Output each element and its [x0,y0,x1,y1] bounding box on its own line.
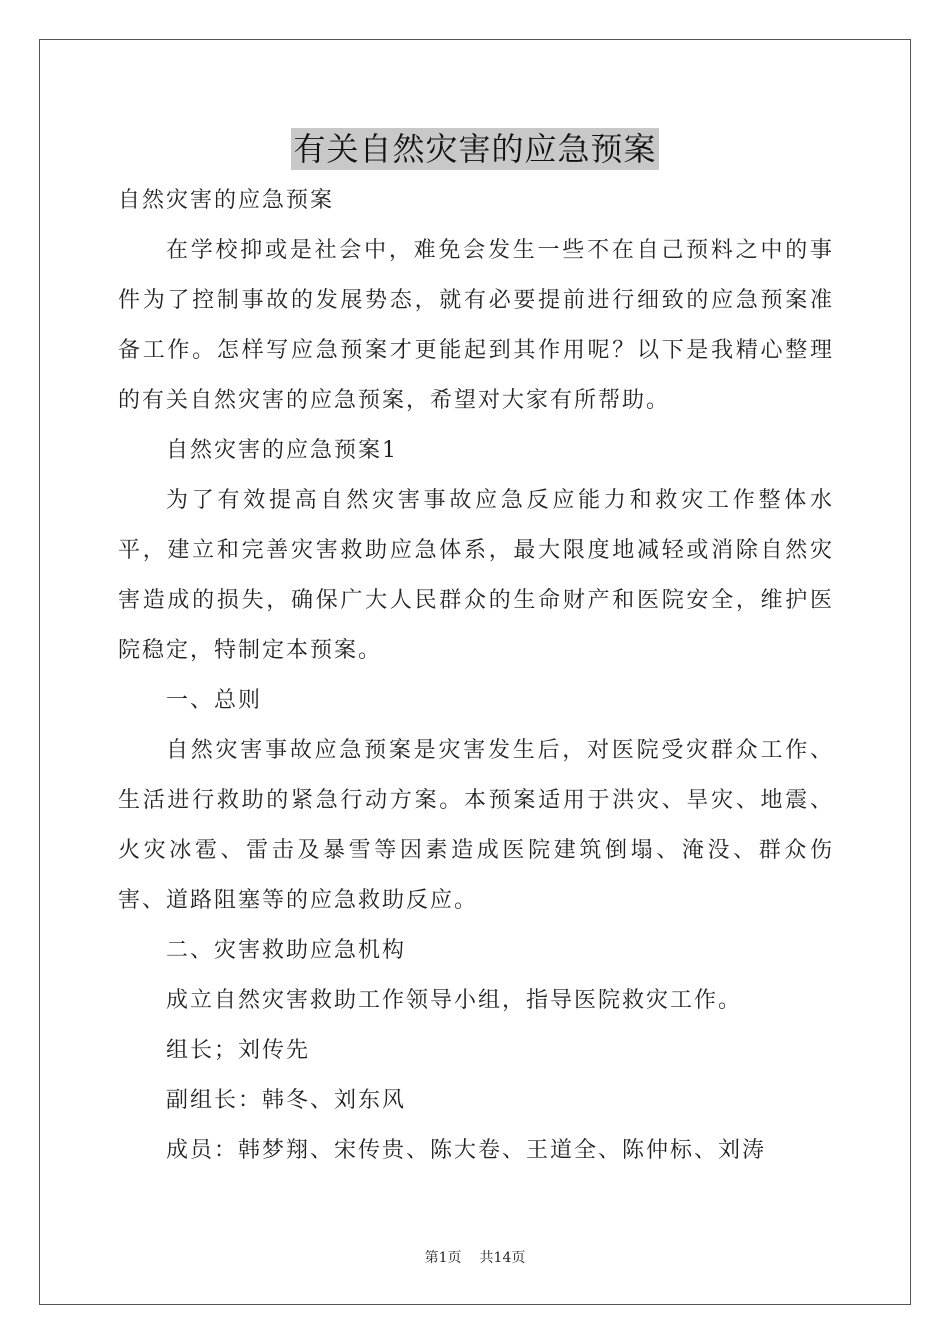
paragraph-general-body: 自然灾害事故应急预案是灾害发生后，对医院受灾群众工作、生活进行救助的紧急行动方案。本预案适用于洪灾、旱灾、地震、火灾冰雹、雷击及暴雪等因素造成医院建筑倒塌、淹没、群众伤害、道路阻塞等的应急救助反应。 [118,738,834,913]
paragraph-purpose: 为了有效提高自然灾害事故应急反应能力和救灾工作整体水平，建立和完善灾害救助应急体系，最大限度地减轻或消除自然灾害造成的损失，确保广大人民群众的生命财产和医院安全，维护医院稳定，特制定本预案。 [118,488,834,663]
paragraph-general-heading: 一、总则 [166,688,263,713]
paragraph-deputy-leader: 副组长：韩冬、刘东风 [166,1088,407,1113]
document-body [118,176,834,1176]
page-number: 第1页 [424,1250,462,1266]
paragraph-leader: 组长；刘传先 [166,1038,311,1063]
paragraph-members: 成员：韩梦翔、宋传贵、陈大卷、王道全、陈仲标、刘涛 [166,1138,767,1163]
page-total: 共14页 [479,1250,526,1266]
page-footer [0,1247,950,1267]
document-title: 有关自然灾害的应急预案 [293,130,657,168]
paragraph-subtitle: 自然灾害的应急预案 [118,188,335,213]
paragraph-agency-heading: 二、灾害救助应急机构 [166,938,407,963]
paragraph-section-heading: 自然灾害的应急预案1 [166,438,398,463]
title-wrap [0,128,950,170]
paragraph-agency-body: 成立自然灾害救助工作领导小组，指导医院救灾工作。 [166,988,743,1013]
paragraph-intro: 在学校抑或是社会中，难免会发生一些不在自己预料之中的事件为了控制事故的发展势态，就有必要提前进行细致的应急预案准备工作。怎样写应急预案才更能起到其作用呢？以下是我精心整理的有关自然灾害的应急预案，希望对大家有所帮助。 [118,238,834,413]
